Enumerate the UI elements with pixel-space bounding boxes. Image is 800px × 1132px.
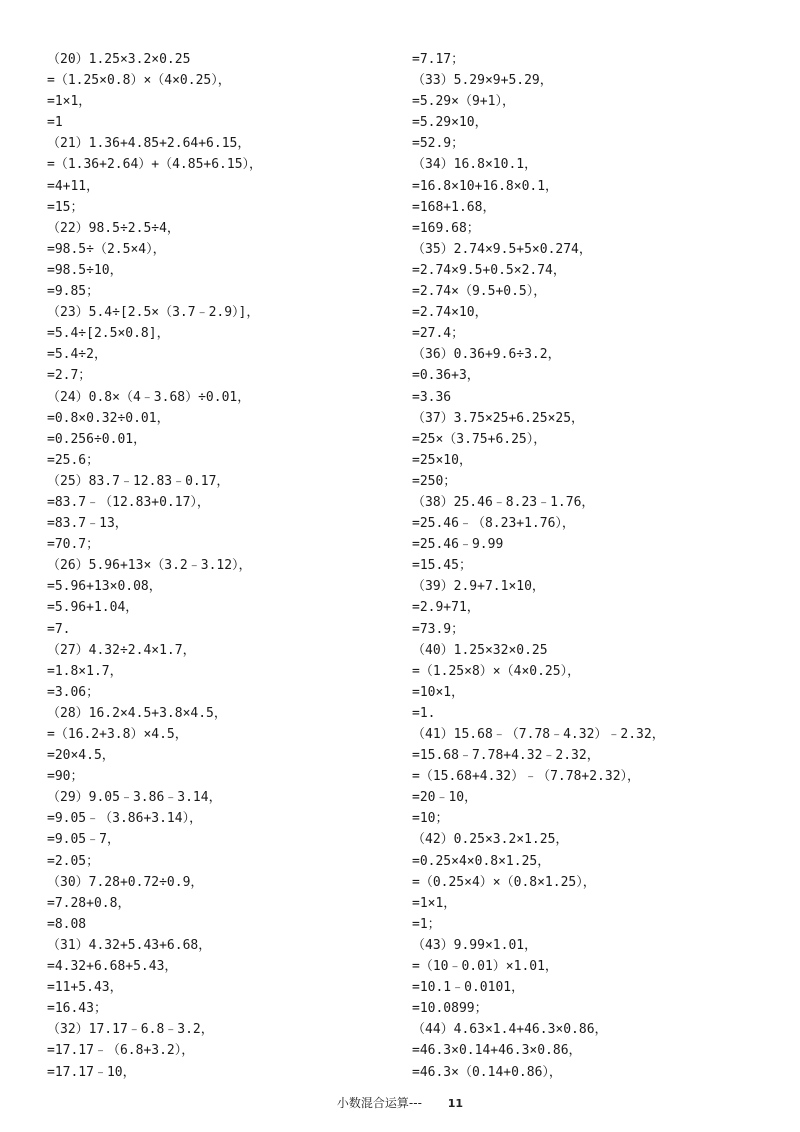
equation-line: =17.17﹣10， xyxy=(47,1064,136,1080)
equation-line: =10×1， xyxy=(412,684,465,700)
equation-line: =5.29×10， xyxy=(412,115,488,131)
equation-line: （33）5.29×9+5.29， xyxy=(412,73,553,89)
equation-line: （41）15.68﹣（7.78﹣4.32）﹣2.32， xyxy=(412,727,665,742)
equation-line: =0.256÷0.01， xyxy=(47,431,147,447)
page-number: 11 xyxy=(447,1097,464,1110)
equation-line: （40）1.25×32×0.25 xyxy=(412,642,548,658)
equation-line: （36）0.36+9.6÷3.2， xyxy=(412,347,561,363)
equation-line: （32）17.17﹣6.8﹣3.2， xyxy=(47,1022,214,1038)
equation-line: =（10﹣0.01）×1.01， xyxy=(412,959,558,975)
equation-line: =7. xyxy=(47,621,71,637)
equation-line: =11+5.43， xyxy=(47,980,123,996)
equation-line: （24）0.8×（4﹣3.68）÷0.01， xyxy=(47,389,251,405)
equation-line: =52.9； xyxy=(412,136,465,152)
equation-line: （42）0.25×3.2×1.25， xyxy=(412,832,569,848)
equation-line: =25×10， xyxy=(412,452,472,468)
equation-line: （22）98.5÷2.5÷4， xyxy=(47,220,180,236)
equation-line: （25）83.7﹣12.83﹣0.17， xyxy=(47,473,230,489)
equation-line: =2.05； xyxy=(47,853,100,869)
equation-line: =5.4÷[2.5×0.8]， xyxy=(47,326,170,342)
equation-line: =46.3×（0.14+0.86）， xyxy=(412,1064,562,1080)
right-column xyxy=(412,49,772,1083)
equation-line: =15.45； xyxy=(412,558,472,574)
equation-line: （21）1.36+4.85+2.64+6.15， xyxy=(47,136,251,152)
equation-line: =10； xyxy=(412,811,449,827)
equation-line: =5.4÷2， xyxy=(47,347,107,363)
equation-line: =（1.25×0.8）×（4×0.25）， xyxy=(47,73,231,89)
equation-line: （31）4.32+5.43+6.68， xyxy=(47,937,212,953)
equation-line: =250； xyxy=(412,473,457,489)
equation-line: （37）3.75×25+6.25×25， xyxy=(412,410,585,426)
equation-line: =90； xyxy=(47,769,84,785)
equation-line: =70.7； xyxy=(47,537,100,553)
equation-line: =1×1， xyxy=(47,94,92,110)
equation-line: =98.5÷（2.5×4）， xyxy=(47,241,166,257)
equation-line: =9.05﹣（3.86+3.14）， xyxy=(47,811,203,827)
equation-line: =3.36 xyxy=(412,389,452,405)
equation-line: =（1.25×8）×（4×0.25）， xyxy=(412,663,581,679)
equation-line: =20×4.5， xyxy=(47,748,115,764)
equation-line: （44）4.63×1.4+46.3×0.86， xyxy=(412,1022,608,1038)
equation-line: （29）9.05﹣3.86﹣3.14， xyxy=(47,790,222,806)
equation-line: （26）5.96+13×（3.2﹣3.12）， xyxy=(47,558,252,574)
equation-line: （28）16.2×4.5+3.8×4.5， xyxy=(47,705,227,721)
equation-line: =5.96+13×0.08， xyxy=(47,579,162,595)
equation-line: =8.08 xyxy=(47,916,87,932)
equation-line: =2.74×（9.5+0.5）， xyxy=(412,284,547,300)
equation-line: =0.8×0.32÷0.01， xyxy=(47,410,170,426)
equation-line: =4+11， xyxy=(47,178,100,194)
equation-line: =16.43； xyxy=(47,1001,107,1017)
equation-line: =20﹣10， xyxy=(412,790,478,806)
equation-line: （38）25.46﹣8.23﹣1.76， xyxy=(412,494,595,510)
equation-line: =2.74×9.5+0.5×2.74， xyxy=(412,262,566,278)
equation-line: =0.36+3， xyxy=(412,368,480,384)
equation-line: =169.68； xyxy=(412,220,480,236)
equation-line: =2.7； xyxy=(47,368,92,384)
equation-line: =9.85； xyxy=(47,284,100,300)
equation-line: =2.74×10， xyxy=(412,305,488,321)
equation-line: =（1.36+2.64）+（4.85+6.15）， xyxy=(47,157,263,173)
equation-line: =（0.25×4）×（0.8×1.25）， xyxy=(412,874,596,890)
equation-line: =25.6； xyxy=(47,452,100,468)
equation-line: =（16.2+3.8）×4.5， xyxy=(47,727,188,742)
equation-line: =15； xyxy=(47,199,84,215)
equation-line: =7.17； xyxy=(412,52,465,67)
equation-line: =98.5÷10， xyxy=(47,262,123,278)
equation-line: =10.1﹣0.0101， xyxy=(412,980,525,996)
equation-line: =5.29×（9+1）， xyxy=(412,94,515,110)
equation-line: （39）2.9+7.1×10， xyxy=(412,579,545,595)
equation-line: =5.96+1.04， xyxy=(47,600,139,616)
equation-line: （34）16.8×10.1， xyxy=(412,157,538,173)
equation-line: =25×（3.75+6.25）， xyxy=(412,431,547,447)
equation-line: =1.8×1.7， xyxy=(47,663,123,679)
equation-line: =3.06； xyxy=(47,684,100,700)
equation-line: （23）5.4÷[2.5×（3.7﹣2.9）]， xyxy=(47,305,260,321)
equation-line: =1 xyxy=(47,115,63,131)
equation-line: （20）1.25×3.2×0.25 xyxy=(47,52,191,67)
equation-line: （43）9.99×1.01， xyxy=(412,937,538,953)
equation-line: =1； xyxy=(412,916,441,932)
equation-line: =17.17﹣（6.8+3.2）， xyxy=(47,1043,195,1059)
equation-line: =1×1， xyxy=(412,895,457,911)
equation-line: =83.7﹣（12.83+0.17）， xyxy=(47,494,210,510)
equation-line: =168+1.68， xyxy=(412,199,496,215)
equation-line: =10.0899； xyxy=(412,1001,488,1017)
equation-line: =27.4； xyxy=(412,326,465,342)
equation-line: =46.3×0.14+46.3×0.86， xyxy=(412,1043,582,1059)
equation-line: =（15.68+4.32）﹣（7.78+2.32）， xyxy=(412,769,641,785)
equation-line: =2.9+71， xyxy=(412,600,480,616)
equation-line: （35）2.74×9.5+5×0.274， xyxy=(412,241,592,257)
equation-line: =16.8×10+16.8×0.1， xyxy=(412,178,559,194)
equation-line: =1. xyxy=(412,705,436,721)
equation-line: =9.05﹣7， xyxy=(47,832,120,848)
left-column xyxy=(47,49,407,1083)
equation-line: =83.7﹣13， xyxy=(47,516,128,532)
equation-line: =7.28+0.8， xyxy=(47,895,131,911)
footer-title: 小数混合运算--- xyxy=(336,1096,422,1110)
equation-line: =73.9； xyxy=(412,621,465,637)
equation-line: （30）7.28+0.72÷0.9， xyxy=(47,874,204,890)
equation-line: =25.46﹣9.99 xyxy=(412,537,504,553)
page-footer xyxy=(0,1094,800,1111)
equation-line: =25.46﹣（8.23+1.76）， xyxy=(412,516,575,532)
equation-line: =15.68﹣7.78+4.32﹣2.32， xyxy=(412,748,600,764)
equation-line: =4.32+6.68+5.43， xyxy=(47,959,178,975)
equation-line: =0.25×4×0.8×1.25， xyxy=(412,853,551,869)
equation-line: （27）4.32÷2.4×1.7， xyxy=(47,642,196,658)
